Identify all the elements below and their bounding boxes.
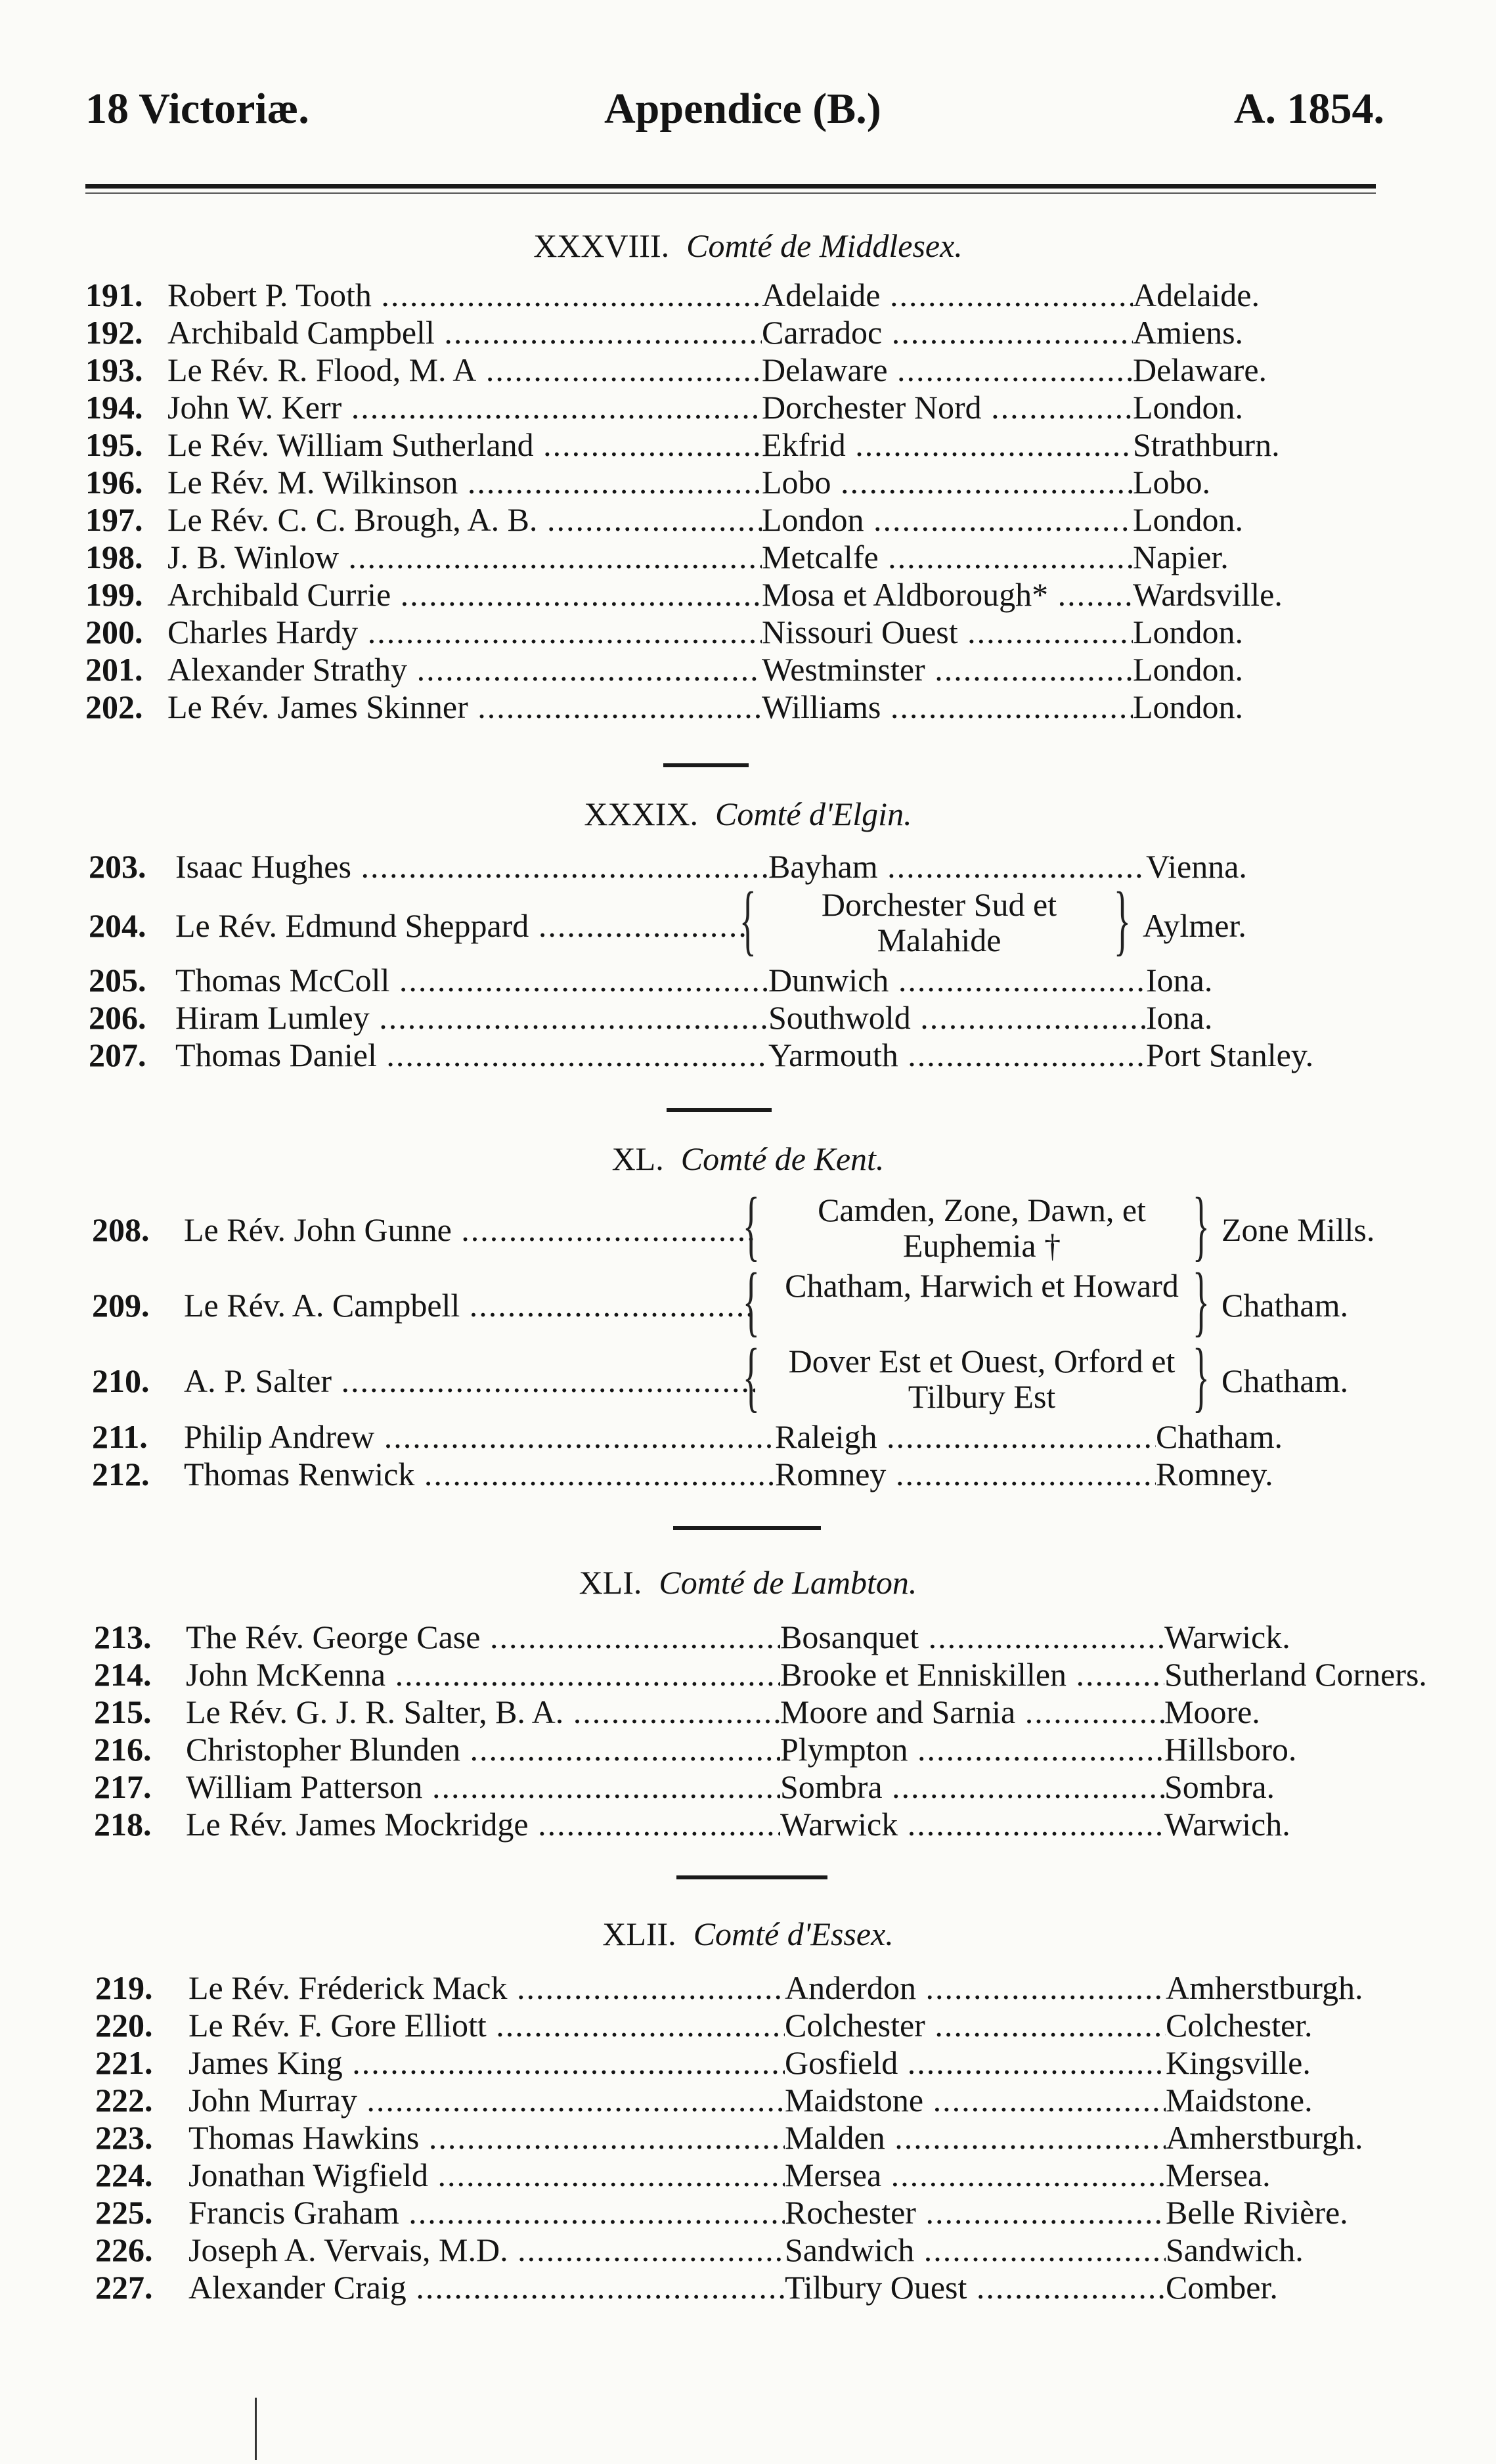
section-divider — [663, 763, 749, 767]
entry-postoffice: Kingsville. — [1166, 2044, 1311, 2081]
entry-postoffice: Sutherland Corners. — [1164, 1656, 1427, 1693]
entry-number: 212. — [92, 1456, 150, 1492]
entry-township: Dorchester Nord ..... — [762, 388, 1133, 426]
entry-name: Thomas Renwick ..... — [184, 1455, 775, 1493]
entry-postoffice: Mersea. — [1166, 2157, 1271, 2193]
entry-name: Archibald Currie ..... — [167, 575, 762, 614]
left-brace: { — [742, 1332, 760, 1420]
entry-township: Brooke et Enniskillen ..... — [780, 1655, 1164, 1693]
header-title: Appendice (B.) — [604, 85, 881, 133]
entry-township: Yarmouth ..... — [768, 1036, 1146, 1074]
entry-name: A. P. Salter ..... — [184, 1362, 755, 1400]
entry-postoffice: Warwick. — [1164, 1619, 1290, 1655]
left-brace: { — [742, 1257, 760, 1344]
entry-name: Archibald Campbell ..... — [167, 313, 762, 351]
entry-name: Robert P. Tooth ..... — [167, 276, 762, 314]
entry-name: Le Rév. G. J. R. Salter, B. A. ..... — [186, 1693, 780, 1731]
entry-number: 191. — [85, 277, 143, 313]
left-brace: { — [742, 1181, 760, 1268]
entry-number: 205. — [89, 962, 146, 998]
entry-name: Charles Hardy ..... — [167, 613, 762, 651]
entry-township: Raleigh ..... — [775, 1418, 1156, 1456]
entry-number: 197. — [85, 501, 143, 538]
entry-postoffice: Lobo. — [1133, 464, 1211, 501]
header-rule-thin — [85, 192, 1376, 194]
entry-township: Metcalfe ..... — [762, 538, 1133, 576]
entry-name: William Patterson ..... — [186, 1768, 780, 1806]
entry-postoffice: Aylmer. — [1143, 907, 1246, 944]
entry-name: Philip Andrew ..... — [184, 1418, 775, 1456]
entry-number: 196. — [85, 464, 143, 501]
entry-postoffice: Sandwich. — [1166, 2231, 1304, 2268]
entry-township: Malden ..... — [785, 2118, 1166, 2157]
entry-township: Anderdon ..... — [785, 1969, 1166, 2007]
entry-number: 218. — [94, 1806, 152, 1843]
county-name: Comté de Kent. — [680, 1140, 885, 1177]
entry-township: Sombra ..... — [780, 1768, 1164, 1806]
section-divider — [676, 1875, 827, 1879]
entry-number: 192. — [85, 314, 143, 351]
entry-township: Camden, Zone, Dawn, et Euphemia † — [818, 1192, 1146, 1263]
entry-name: Francis Graham ..... — [188, 2193, 785, 2231]
entry-name: John McKenna ..... — [186, 1655, 780, 1693]
entry-township: Dunwich ..... — [768, 961, 1146, 999]
entry-postoffice: Chatham. — [1156, 1418, 1283, 1455]
entry-township: Moore and Sarnia ..... — [780, 1693, 1164, 1731]
entry-township: Williams ..... — [762, 688, 1133, 726]
header-session: 18 Victoriæ. — [85, 85, 309, 133]
entry-number: 213. — [94, 1619, 152, 1655]
entry-number: 208. — [92, 1211, 150, 1248]
table-row — [92, 1257, 1379, 1344]
entry-township: London ..... — [762, 501, 1133, 539]
entry-postoffice: Amherstburgh. — [1166, 2119, 1363, 2156]
entry-township: Mosa et Aldborough* ..... — [762, 575, 1133, 614]
entry-township: Plympton ..... — [780, 1730, 1164, 1768]
county-name: Comté d'Essex. — [693, 1915, 894, 1952]
entry-township: Ekfrid ..... — [762, 426, 1133, 464]
entry-number: 220. — [95, 2007, 153, 2044]
entry-number: 202. — [85, 688, 143, 725]
entry-name: Alexander Strathy ..... — [167, 650, 762, 688]
entry-postoffice: Maidstone. — [1166, 2082, 1313, 2118]
section-numeral: XLII. — [602, 1915, 676, 1952]
entry-postoffice: Napier. — [1133, 539, 1229, 575]
entry-number: 193. — [85, 351, 143, 388]
entry-name: Le Rév. Fréderick Mack ..... — [188, 1969, 785, 2007]
entry-number: 226. — [95, 2231, 153, 2268]
table-row — [92, 1181, 1379, 1268]
entry-township: Maidstone ..... — [785, 2081, 1166, 2119]
section-heading — [0, 1563, 1496, 1602]
entry-postoffice: Comber. — [1166, 2269, 1278, 2306]
entry-postoffice: Amiens. — [1133, 314, 1244, 351]
entry-township: Dorchester Sud et Malahide — [821, 887, 1057, 958]
entry-number: 195. — [85, 426, 143, 463]
entry-township: Bosanquet ..... — [780, 1618, 1164, 1656]
entry-township: Southwold ..... — [768, 998, 1146, 1037]
entry-postoffice: Hillsboro. — [1164, 1731, 1297, 1768]
entry-postoffice: Warwich. — [1164, 1806, 1290, 1843]
entry-postoffice: Chatham. — [1221, 1362, 1349, 1399]
entry-name: J. B. Winlow ..... — [167, 538, 762, 576]
entry-postoffice: Iona. — [1146, 962, 1213, 998]
entry-township: Sandwich ..... — [785, 2231, 1166, 2269]
entry-township: Mersea ..... — [785, 2156, 1166, 2194]
entry-number: 206. — [89, 999, 146, 1036]
entry-name: John Murray ..... — [188, 2081, 785, 2119]
entry-number: 203. — [89, 848, 146, 885]
entry-township: Gosfield ..... — [785, 2044, 1166, 2082]
entry-number: 221. — [95, 2044, 153, 2081]
entry-number: 222. — [95, 2082, 153, 2118]
entry-name: Joseph A. Vervais, M.D. ..... — [188, 2231, 785, 2269]
entry-township: Chatham, Harwich et Howard — [785, 1268, 1179, 1303]
table-row — [89, 876, 1376, 966]
section-divider — [667, 1108, 772, 1112]
entry-number: 199. — [85, 576, 143, 613]
entry-township: Romney ..... — [775, 1455, 1156, 1493]
entry-postoffice: Belle Rivière. — [1166, 2194, 1348, 2231]
entry-postoffice: London. — [1133, 614, 1244, 650]
entry-name: Le Rév. William Sutherland ..... — [167, 426, 762, 464]
entry-number: 209. — [92, 1287, 150, 1324]
county-name: Comté de Middlesex. — [686, 227, 963, 264]
section-divider — [673, 1526, 821, 1530]
entry-number: 225. — [95, 2194, 153, 2231]
entry-postoffice: Adelaide. — [1133, 277, 1260, 313]
entry-postoffice: London. — [1133, 688, 1244, 725]
entry-number: 224. — [95, 2157, 153, 2193]
entry-postoffice: Strathburn. — [1133, 426, 1280, 463]
entry-number: 194. — [85, 389, 143, 426]
entry-township: Dover Est et Ouest, Orford et Tilbury Est — [788, 1343, 1176, 1414]
entry-postoffice: Delaware. — [1133, 351, 1267, 388]
section-heading — [0, 795, 1496, 833]
entry-number: 215. — [94, 1693, 152, 1730]
entry-township: Carradoc ..... — [762, 313, 1133, 351]
entry-township: Bayham ..... — [768, 847, 1146, 885]
entry-postoffice: London. — [1133, 389, 1244, 426]
entry-township: Colchester ..... — [785, 2006, 1166, 2044]
section-numeral: XXXVIII. — [533, 227, 670, 264]
entry-name: James King ..... — [188, 2044, 785, 2082]
entry-township: Adelaide ..... — [762, 276, 1133, 314]
entry-name: Christopher Blunden ..... — [186, 1730, 780, 1768]
section-heading — [0, 1140, 1496, 1178]
header-rule — [85, 184, 1376, 189]
entry-number: 211. — [92, 1418, 148, 1455]
right-brace: } — [1192, 1257, 1210, 1344]
page-header — [85, 84, 1384, 137]
entry-township: Nissouri Ouest ..... — [762, 613, 1133, 651]
entry-postoffice: Vienna. — [1146, 848, 1247, 885]
entry-number: 198. — [85, 539, 143, 575]
entry-postoffice: London. — [1133, 501, 1244, 538]
entry-number: 214. — [94, 1656, 152, 1693]
entry-township: Warwick ..... — [780, 1805, 1164, 1843]
entry-number: 204. — [89, 907, 146, 944]
entry-number: 227. — [95, 2269, 153, 2306]
section-numeral: XXXIX. — [584, 795, 699, 832]
entry-name: Le Rév. Edmund Sheppard ..... — [175, 907, 747, 945]
entry-township: Delaware ..... — [762, 351, 1133, 389]
entry-township: Tilbury Ouest ..... — [785, 2268, 1166, 2306]
entry-name: Le Rév. John Gunne ..... — [184, 1211, 755, 1249]
entry-township: Rochester ..... — [785, 2193, 1166, 2231]
left-brace: { — [739, 876, 757, 963]
entry-number: 201. — [85, 651, 143, 688]
entry-name: Le Rév. James Skinner ..... — [167, 688, 762, 726]
entry-postoffice: Sombra. — [1164, 1768, 1275, 1805]
entry-name: Le Rév. F. Gore Elliott ..... — [188, 2006, 785, 2044]
section-numeral: XLI. — [579, 1564, 642, 1601]
right-brace: } — [1192, 1332, 1210, 1420]
entry-name: Le Rév. R. Flood, M. A ..... — [167, 351, 762, 389]
entry-postoffice: Moore. — [1164, 1693, 1260, 1730]
entry-name: John W. Kerr ..... — [167, 388, 762, 426]
entry-postoffice: Port Stanley. — [1146, 1037, 1314, 1073]
entry-name: Jonathan Wigfield ..... — [188, 2156, 785, 2194]
entry-township: Lobo ..... — [762, 463, 1133, 501]
entry-number: 200. — [85, 614, 143, 650]
margin-mark — [255, 2398, 257, 2460]
section-heading — [0, 227, 1496, 265]
entry-number: 216. — [94, 1731, 152, 1768]
entry-postoffice: London. — [1133, 651, 1244, 688]
section-numeral: XL. — [611, 1140, 664, 1177]
entry-number: 219. — [95, 1969, 153, 2006]
county-name: Comté de Lambton. — [659, 1564, 917, 1601]
entry-postoffice: Colchester. — [1166, 2007, 1313, 2044]
table-row — [92, 1332, 1379, 1420]
entry-name: Isaac Hughes ..... — [175, 847, 768, 885]
entry-township: Westminster ..... — [762, 650, 1133, 688]
entry-number: 207. — [89, 1037, 146, 1073]
entry-name: Le Rév. James Mockridge ..... — [186, 1805, 780, 1843]
entry-name: Le Rév. A. Campbell ..... — [184, 1286, 755, 1324]
section-heading — [0, 1915, 1496, 1953]
right-brace: } — [1192, 1181, 1210, 1268]
right-brace: } — [1113, 876, 1131, 963]
entry-number: 210. — [92, 1362, 150, 1399]
entry-postoffice: Zone Mills. — [1221, 1211, 1375, 1248]
entry-postoffice: Iona. — [1146, 999, 1213, 1036]
entry-name: The Rév. George Case ..... — [186, 1618, 780, 1656]
county-name: Comté d'Elgin. — [715, 795, 912, 832]
header-year: A. 1854. — [1233, 85, 1384, 133]
entry-name: Le Rév. M. Wilkinson ..... — [167, 463, 762, 501]
entry-number: 217. — [94, 1768, 152, 1805]
entry-name: Hiram Lumley ..... — [175, 998, 768, 1037]
entry-postoffice: Romney. — [1156, 1456, 1273, 1492]
entry-postoffice: Chatham. — [1221, 1287, 1349, 1324]
entry-name: Thomas Daniel ..... — [175, 1036, 768, 1074]
entry-name: Thomas Hawkins ..... — [188, 2118, 785, 2157]
entry-name: Le Rév. C. C. Brough, A. B. ..... — [167, 501, 762, 539]
entry-name: Alexander Craig ..... — [188, 2268, 785, 2306]
entry-postoffice: Wardsville. — [1133, 576, 1283, 613]
entry-number: 223. — [95, 2119, 153, 2156]
entry-postoffice: Amherstburgh. — [1166, 1969, 1363, 2006]
entry-name: Thomas McColl ..... — [175, 961, 768, 999]
